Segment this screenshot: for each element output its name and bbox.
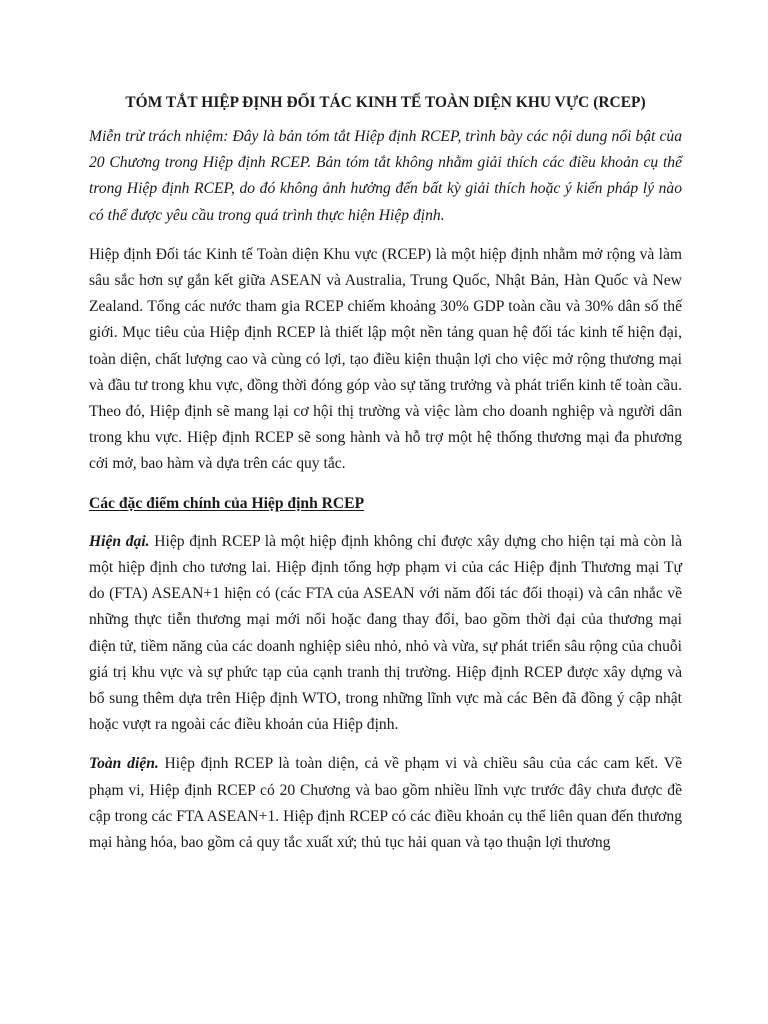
feature-text-modern: Hiệp định RCEP là một hiệp định không chỉ được xây dựng cho hiện tại mà còn là một hiệp định cho tương lai. Hiệp định tổng hợp phạm vi của các Hiệp định Thương mại Tự do (FTA) ASEAN+1 hiện có (các FTA của ASEAN với năm đối tác đối thoại) và cân nhắc về những thực tiễn thương mại mới nổi hoặc đang thay đổi, bao gồm thời đại của thương mại điện tử, tiềm năng của các doanh nghiệp siêu nhỏ, nhỏ và vừa, sự phát triển sâu rộng của chuỗi giá trị khu vực và sự phức tạp của cạnh tranh thị trường. Hiệp định RCEP được xây dựng và bổ sung thêm dựa trên Hiệp định WTO, trong những lĩnh vực mà các Bên đã đồng ý cập nhật hoặc vượt ra ngoài các điều khoản của Hiệp định. <box>89 532 683 734</box>
document-title: TÓM TẮT HIỆP ĐỊNH ĐỐI TÁC KINH TẾ TOÀN DIỆN KHU VỰC (RCEP) <box>125 94 646 111</box>
disclaimer-paragraph: Miễn trừ trách nhiệm: Đây là bản tóm tắt Hiệp định RCEP, trình bày các nội dung nổi bật của 20 Chương trong Hiệp định RCEP. Bản tóm tắt không nhằm giải thích các điều khoản cụ thể trong Hiệp định RCEP, do đó không ảnh hưởng đến bất kỳ giải thích hoặc ý kiến pháp lý nào có thể được yêu cầu trong quá trình thực hiện Hiệp định. <box>89 128 682 224</box>
feature-lead-modern: Hiện đại. <box>89 532 150 550</box>
feature-paragraph-comprehensive <box>89 751 682 856</box>
feature-lead-comprehensive: Toàn diện. <box>89 755 159 773</box>
feature-paragraph-modern <box>89 529 682 739</box>
feature-text-comprehensive: Hiệp định RCEP là toàn diện, cả về phạm vi và chiều sâu của các cam kết. Về phạm vi, Hiệp định RCEP có 20 Chương và bao gồm nhiều lĩnh vực trước đây chưa được đề cập trong các FTA ASEAN+1. Hiệp định RCEP có các điều khoản cụ thể liên quan đến thương mại hàng hóa, bao gồm cả quy tắc xuất xứ; thủ tục hải quan và tạo thuận lợi thương <box>89 755 682 852</box>
section-heading: Các đặc điểm chính của Hiệp định RCEP <box>89 494 365 512</box>
intro-paragraph: Hiệp định Đối tác Kinh tế Toàn diện Khu vực (RCEP) là một hiệp định nhằm mở rộng và làm sâu sắc hơn sự gắn kết giữa ASEAN và Australia, Trung Quốc, Nhật Bản, Hàn Quốc và New Zealand. Tổng các nước tham gia RCEP chiếm khoảng 30% GDP toàn cầu và 30% dân số thế giới. Mục tiêu của Hiệp định RCEP là thiết lập một nền tảng quan hệ đối tác kinh tế hiện đại, toàn diện, chất lượng cao và cùng có lợi, tạo điều kiện thuận lợi cho việc mở rộng thương mại và đầu tư trong khu vực, đồng thời đóng góp vào sự tăng trưởng và phát triển kinh tế toàn cầu. Theo đó, Hiệp định sẽ mang lại cơ hội thị trường và việc làm cho doanh nghiệp và người dân trong khu vực. Hiệp định RCEP sẽ song hành và hỗ trợ một hệ thống thương mại đa phương cởi mở, bao hàm và dựa trên các quy tắc. <box>89 245 682 473</box>
